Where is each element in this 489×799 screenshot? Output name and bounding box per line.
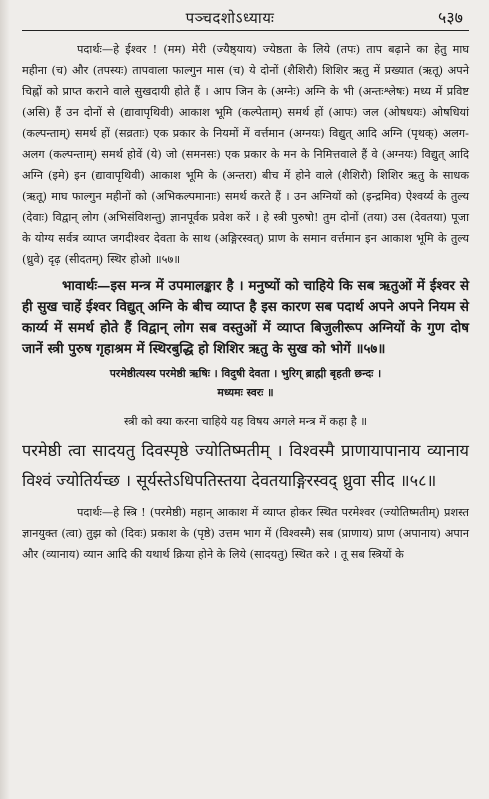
mantra-meta-line-1: परमेष्ठीत्यस्य परमेष्ठी ऋषिः । विदुषी देवता । भुरिग् ब्राह्मी बृहती छन्दः ।	[109, 367, 382, 380]
page-edge-shadow	[0, 0, 10, 799]
bhavartha-paragraph-57: भावार्थः—इस मन्त्र में उपमालङ्कार है । मनुष्यों को चाहिये कि सब ऋतुओं में ईश्वर से ही सुख चाहें ईश्वर विद्युत् अग्नि के बीच व्याप्त है इस कारण सब पदार्थ अपने अपने नियम से कार्य्य में समर्थ होते हैं विद्वान् लोग सब वस्तुओं में व्याप्त बिजुलीरूप अग्नियों के गुण दोष जानें स्त्री पुरुष गृहाश्रम में स्थिरबुद्धि हो शिशिर ऋतु के सुख को भोगें ॥५७॥	[22, 278, 469, 357]
chapter-title: पञ्चदशोऽध्यायः	[185, 9, 275, 27]
padartha-paragraph-58: पदार्थः—हे स्त्रि ! (परमेष्ठी) महान् आकाश में व्याप्त होकर स्थित परमेश्वर (ज्योतिष्मतीम्) प्रशस्त ज्ञानयुक्त (त्वा) तुझ को (दिवः) प्रकाश के (पृष्ठे) उत्तम भाग में (विश्वस्मै) सब (प्राणाय) प्राण (अपानाय) अपान और (व्यानाय) व्यान आदि की यथार्थ क्रिया होने के लिये (सादयतु) स्थित करे । तू सब स्त्रियों के	[22, 506, 469, 561]
mantra-meta-line-2: मध्यमः स्वरः ॥	[217, 386, 274, 399]
padartha-paragraph-57: पदार्थः—हे ईश्वर ! (मम) मेरी (ज्यैष्ठ्याय) ज्येष्ठता के लिये (तपः) ताप बढ़ाने का हेतु माघ महीना (च) और (तपस्यः) तापवाला फाल्गुन मास (च) ये दोनों (शैशिरौ) शिशिर ऋतु में प्रख्यात (ऋतू) अपने चिह्नों को प्राप्त कराने वाले सुखदायी होते हैं । आप जिन के (अग्नेः) अग्नि के भी (अन्तःश्लेषः) मध्य में प्रविष्ट (असि) हैं उन दोनों से (द्यावापृथिवी) आकाश भूमि (कल्पेताम्) समर्थ हों (आपः) जल (ओषधयः) ओषधियां (कल्पन्ताम्) समर्थ हों (सव्रताः) एक प्रकार के नियमों में वर्त्तमान (अग्नयः) विद्युत् आदि अग्नि (पृथक्) अलग-अलग (कल्पन्ताम्) समर्थ होवें (ये) जो (समनसः) एक प्रकार के मन के निमित्तवाले हैं वे (अग्नयः) विद्युत् आदि अग्नि (इमे) इन (द्यावापृथिवी) आकाश भूमि के (अन्तरा) बीच में होने वाले (शैशिरौ) शिशिर ऋतु के साधक (ऋतू) माघ फाल्गुन महीनों को (अभिकल्पमानाः) समर्थ करते हैं । उन अग्नियों को (इन्द्रमिव) ऐश्वर्य्य के तुल्य (देवाः) विद्वान् लोग (अभिसंविशन्तु) ज्ञानपूर्वक प्रवेश करें । हे स्त्री पुरुषो! तुम दोनों (तया) उस (देवतया) पूजा के योग्य सर्वत्र व्याप्त जगदीश्वर देवता के साथ (अङ्गिरस्वत्) प्राण के समान वर्त्तमान इन आकाश भूमि के तुल्य (ध्रुवे) दृढ़ (सीदतम्) स्थिर होओ ॥५७॥	[22, 43, 469, 266]
page-number: ५३७	[438, 8, 463, 27]
page-header	[22, 6, 469, 28]
mantra-intro: स्त्री को क्या करना चाहिये यह विषय अगले मन्त्र में कहा है ॥	[123, 415, 368, 428]
mantra-58-text: परमेष्ठी त्वा सादयतु दिवस्पृष्ठे ज्योतिष्मतीम् । विश्वस्मै प्राणायापानाय व्यानाय विश्वं ज्योतिर्यच्छ । सूर्यस्तेऽधिपतिस्तया देवतयाङ्गिरस्वद् ध्रुवा सीद ॥५८॥	[22, 441, 469, 490]
header-rule	[22, 30, 469, 31]
